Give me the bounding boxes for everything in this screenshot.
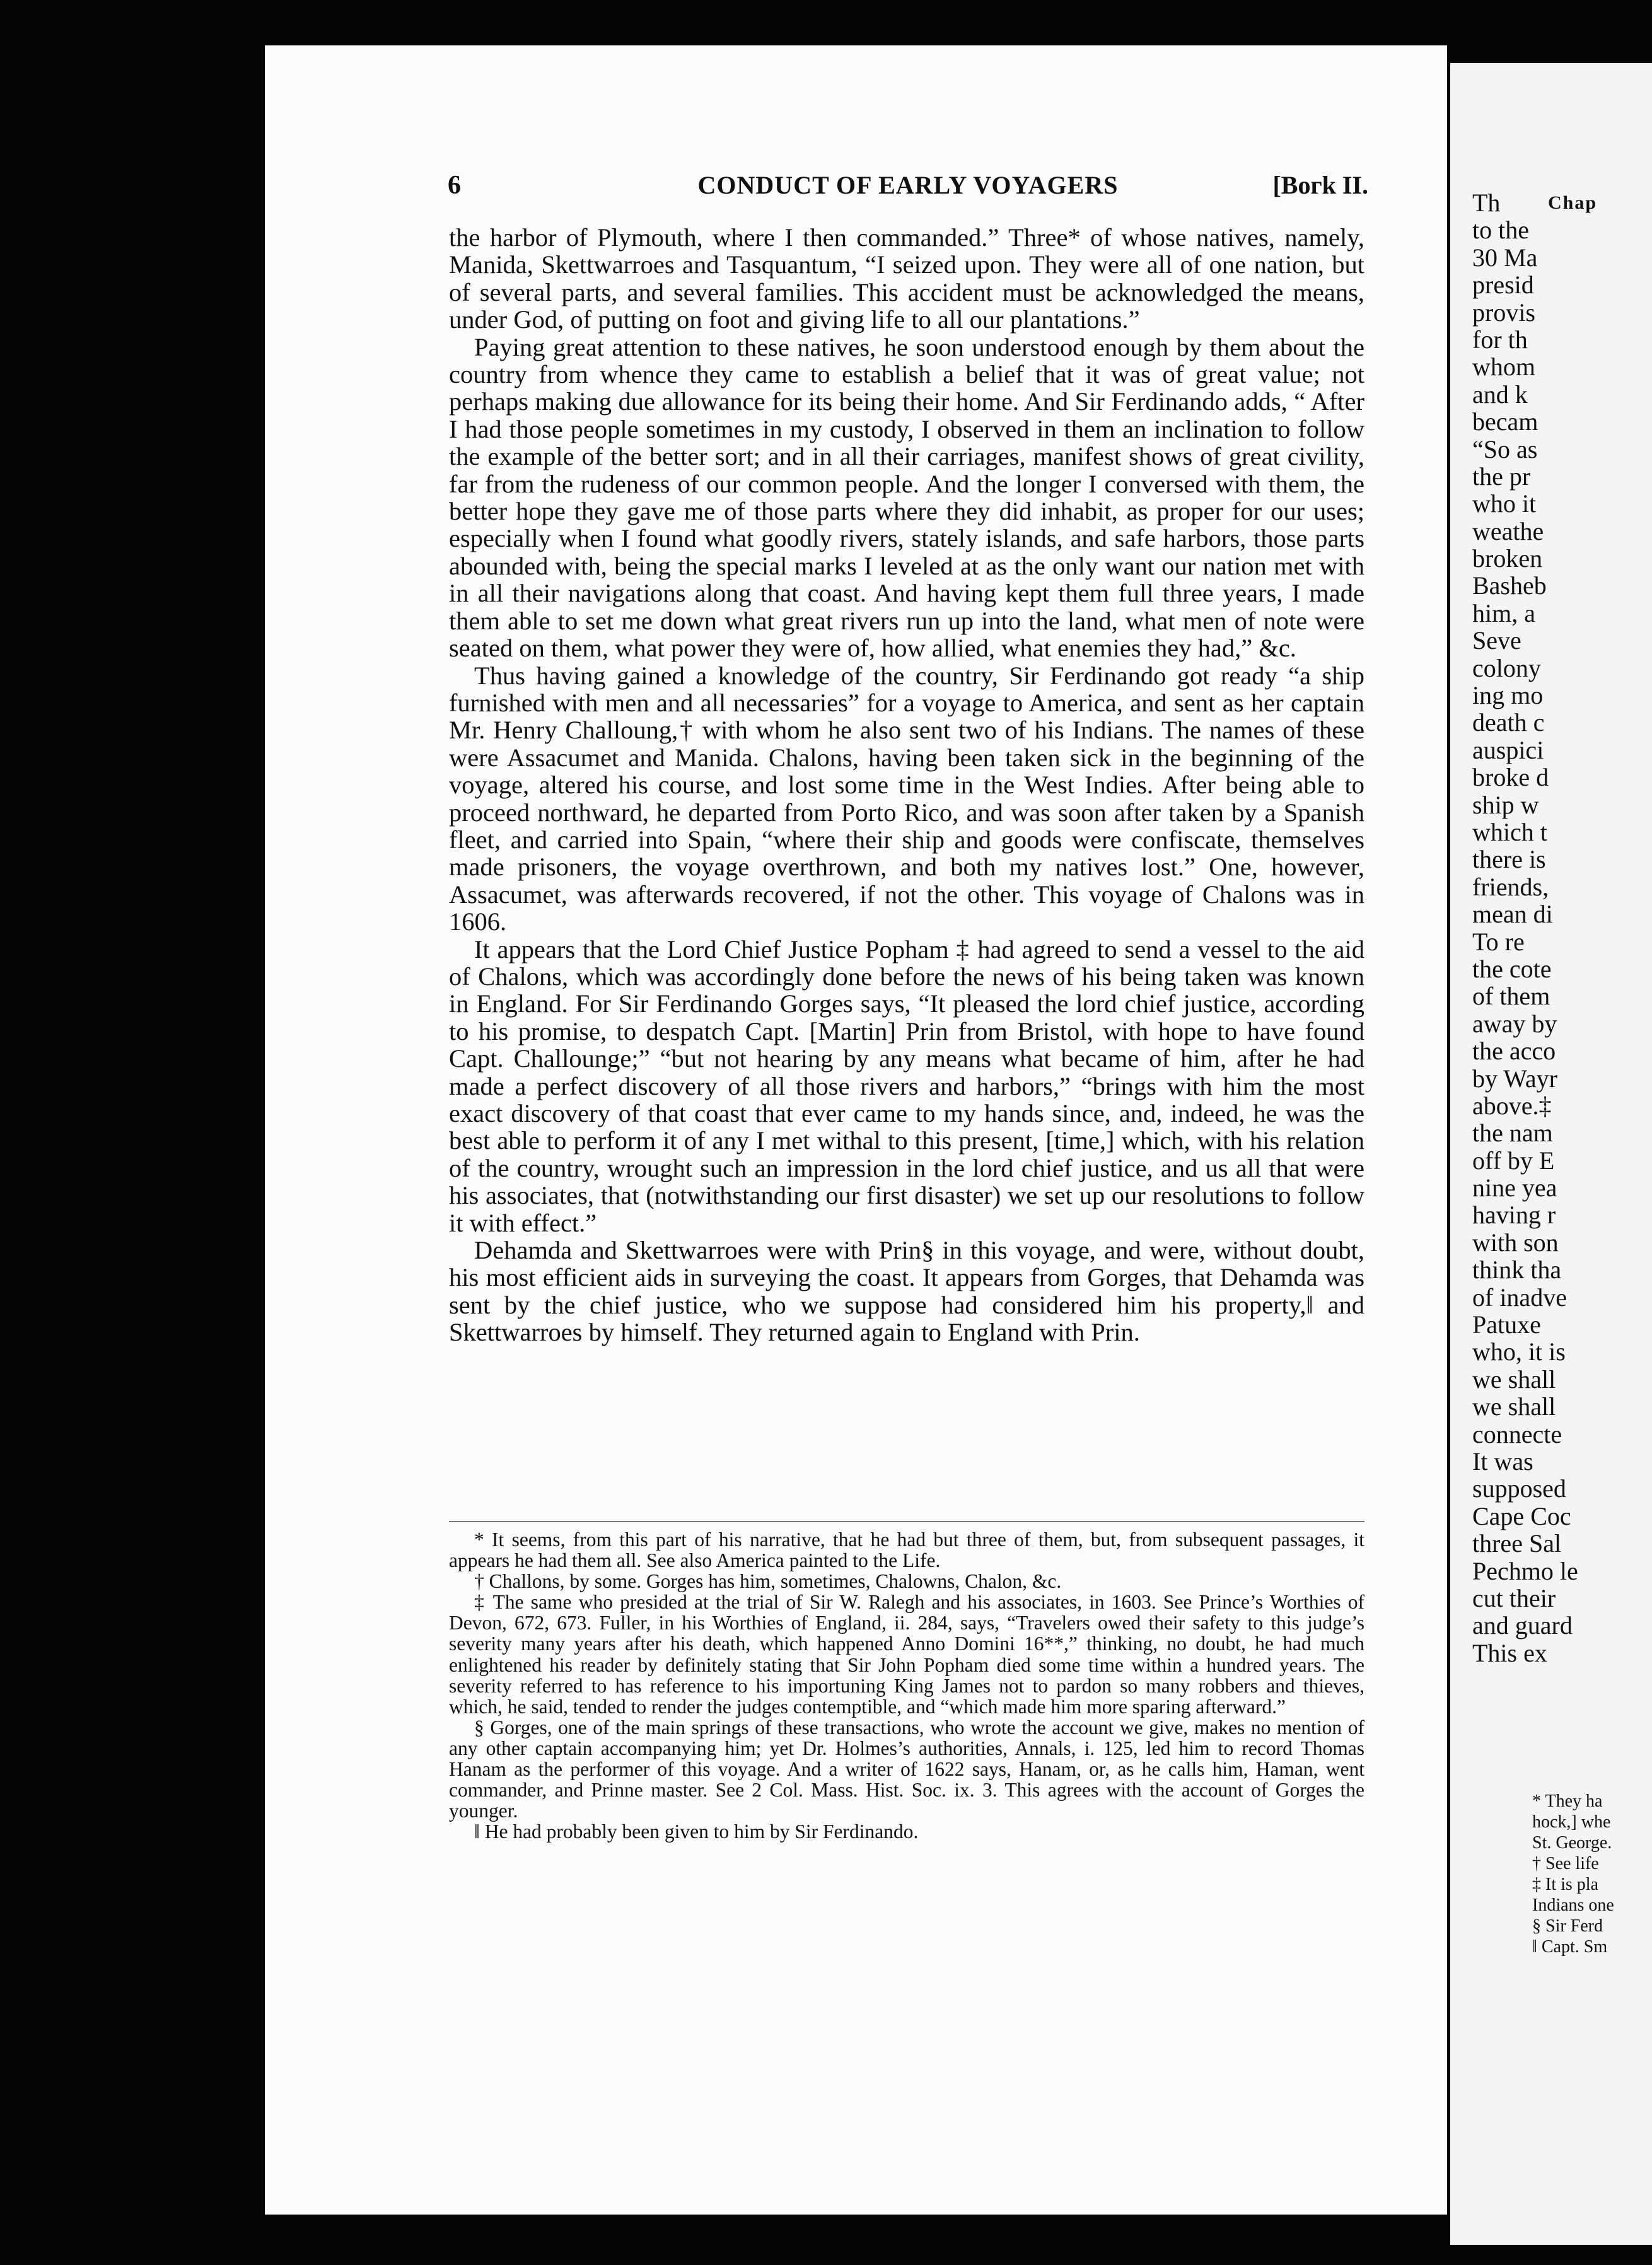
facing-page-line: ing mo	[1472, 681, 1544, 710]
facing-page-line: the nam	[1472, 1119, 1553, 1148]
facing-page-line: colony	[1472, 653, 1541, 682]
facing-page-header: Chap	[1548, 192, 1598, 213]
facing-page-line: by Wayr	[1472, 1064, 1557, 1093]
footnote: † Challons, by some. Gorges has him, sometimes, Chalowns, Chalon, &c.	[474, 1570, 1062, 1593]
paragraph: the harbor of Plymouth, where I then commanded.” Three* of whose natives, namely, Manida, Skettwarroes and Tasquantum, “I seized upon. They were all of one nation, but of several parts, and several families. This accident must be acknowledged the means, under God, of putting on foot and giving life to all our plantations.”	[449, 223, 1364, 334]
footnote: § Gorges, one of the main springs of these transactions, who wrote the account we give, makes no mention of any other captain accompanying him; yet Dr. Holmes’s authorities, Annals, i. 125, led him to record Thomas Hanam as the performer of this voyage. And a writer of 1622 says, Hanam, or, as he calls him, Haman, went commander, and Prinne master. See 2 Col. Mass. Hist. Soc. ix. 3. This agrees with the account of Gorges the younger.	[449, 1716, 1364, 1822]
page-number: 6	[448, 171, 461, 200]
running-header	[448, 170, 1368, 214]
facing-page-line: presid	[1472, 271, 1534, 300]
footnote: ‡ The same who presided at the trial of Sir W. Ralegh and his associates, in 1603. See Prince’s Worthies of Devon, 672, 673. Fuller, in his Worthies of England, ii. 284, says, “Travelers owed their safety to this judge’s severity many years after his death, which happened Anno Domini 16**,” thinking, no doubt, he had much enlightened his reader by definitely stating that Sir John Popham died some time within a hundred years. The severity referred to has reference to his importuning King James not to pardon so many robbers and thieves, which, he said, tended to render the judges contemptible, and “which made him more sparing afterward.”	[449, 1591, 1364, 1718]
facing-page-line: Pechmo le	[1472, 1556, 1578, 1585]
facing-page-line: for th	[1472, 325, 1528, 354]
facing-page-line: we shall	[1472, 1392, 1556, 1421]
facing-page-line: auspici	[1472, 735, 1544, 764]
facing-page-line: of them	[1472, 982, 1550, 1011]
facing-page-line: mean di	[1472, 900, 1553, 929]
facing-page-line: Th	[1472, 189, 1501, 217]
facing-page-line: “So as	[1472, 434, 1538, 463]
facing-page-line: three Sal	[1472, 1529, 1562, 1558]
facing-page-line: the acco	[1472, 1037, 1556, 1066]
facing-page-line: off by E	[1472, 1146, 1555, 1175]
facing-page-line: which t	[1472, 817, 1547, 846]
facing-page-line: think tha	[1472, 1255, 1562, 1284]
facing-page-line: and guard	[1472, 1611, 1573, 1640]
facing-page-line: To re	[1472, 927, 1525, 956]
paragraph: Dehamda and Skettwarroes were with Prin§ in this voyage, and were, without doubt, his most efficient aids in surveying the coast. It appears from Gorges, that Dehamda was sent by the chief justice, who we suppose had considered him his property,‖ and Skettwarroes by himself. They returned again to England with Prin.	[449, 1236, 1364, 1347]
facing-page-line: to the	[1472, 216, 1529, 245]
footnotes	[449, 1529, 1364, 1842]
footnote: ‖ He had probably been given to him by Sir Ferdinando.	[474, 1820, 919, 1843]
running-title: CONDUCT OF EARLY VOYAGERS	[697, 171, 1119, 199]
main-text	[449, 224, 1364, 1346]
facing-page-line: Basheb	[1472, 571, 1547, 600]
book-label: [Boгk II.	[1272, 171, 1368, 199]
paragraph: It appears that the Lord Chief Justice Popham ‡ had agreed to send a vessel to the aid of Chalons, which was accordingly done before the news of his being taken was known in England. For Sir Ferdinando Gorges says, “It pleased the lord chief justice, according to his promise, to despatch Capt. [Martin] Prin from Bristol, with hope to have found Capt. Challounge;” “but not hearing by any means what became of him, after he had made a perfect discovery of all those rivers and harbors,” “brings with him the most exact discovery of that coast that ever came to my hands since, and, indeed, he was the best able to perform it of any I met withal to this present, [time,] which, with his relation of the country, wrought such an impression in the lord chief justice, and us all that were his associates, that (notwithstanding our first disaster) we set up our resolutions to follow it with effect.”	[449, 935, 1364, 1237]
facing-page-line: becam	[1472, 407, 1539, 436]
facing-page-line: weathe	[1472, 516, 1544, 545]
facing-page-line: Patuxe	[1472, 1310, 1541, 1339]
facing-page-line: ship w	[1472, 790, 1539, 819]
facing-page-line: This ex	[1472, 1638, 1547, 1667]
facing-page-line: broke d	[1472, 763, 1549, 792]
facing-page-line: Cape Coc	[1472, 1501, 1571, 1530]
facing-page-line: broken	[1472, 544, 1543, 573]
facing-page-notes	[1532, 1791, 1614, 1957]
facing-page-note: * They ha	[1532, 1791, 1603, 1811]
paragraph: Paying great attention to these natives, he soon understood enough by them about the country from whence they came to establish a belief that it was of great value; not perhaps making due allowance for its being their home. And Sir Ferdinando adds, “ After I had those people sometimes in my custody, I observed in them an inclination to follow the example of the better sort; and in all their carriages, manifest shows of great civility, far from the rudeness of our common people. And the longer I conversed with them, the better hope they gave me of those parts where they did inhabit, as proper for our uses; especially when I found what goodly rivers, stately islands, and safe harbors, those parts abounded with, being the special marks I leveled at as the only want our nation met with in all their navigations along that coast. And having kept them full three years, I made them able to set me down what great rivers run up into the land, what men of note were seated on them, what power they were of, how allied, what enemies they had,” &c.	[449, 332, 1364, 663]
facing-page-line: with son	[1472, 1228, 1559, 1257]
facing-page-note: § Sir Ferd	[1532, 1916, 1603, 1936]
facing-page-line: having r	[1472, 1201, 1556, 1230]
facing-page-line: whom	[1472, 352, 1535, 381]
facing-page-line: away by	[1472, 1009, 1557, 1038]
footnote: * It seems, from this part of his narrative, that he had but three of them, but, from subsequent passages, it appears he had them all. See also America painted to the Life.	[449, 1528, 1364, 1572]
facing-page-line: nine yea	[1472, 1173, 1557, 1202]
facing-page-line: him, a	[1472, 598, 1535, 627]
facing-page-text	[1472, 189, 1652, 1667]
facing-page-note: hock,] whe	[1532, 1812, 1611, 1832]
facing-page-line: provis	[1472, 298, 1535, 327]
facing-page-note: ‡ It is pla	[1532, 1875, 1598, 1894]
facing-page-line: death c	[1472, 708, 1545, 737]
facing-page-note: † See life	[1532, 1854, 1599, 1873]
facing-page-line: cut their	[1472, 1583, 1556, 1612]
facing-page-line: who it	[1472, 489, 1537, 518]
facing-page-line: Seve	[1472, 626, 1521, 655]
facing-page-line: 30 Ma	[1472, 243, 1538, 272]
facing-page-line: connecte	[1472, 1419, 1562, 1448]
facing-page-line: above.‡	[1472, 1091, 1552, 1120]
facing-page-note: ‖ Capt. Sm	[1532, 1937, 1608, 1957]
paragraph: Thus having gained a knowledge of the country, Sir Ferdinando got ready “a ship furnished with men and all necessaries” for a voyage to America, and sent as her captain Mr. Henry Challoung,† with whom he also sent two of his Indians. The names of these were Assacumet and Manida. Chalons, having been taken sick in the beginning of the voyage, altered his course, and lost some time in the West Indies. After being able to proceed northward, he departed from Porto Rico, and was soon after taken by a Spanish fleet, and carried into Spain, “where their ship and goods were confiscate, themselves made prisoners, the voyage overthrown, and both my natives lost.” One, however, Assacumet, was afterwards recovered, if not the other. This voyage of Chalons was in 1606.	[449, 661, 1364, 936]
facing-page-line: of inadve	[1472, 1283, 1567, 1312]
facing-page-line: friends,	[1472, 872, 1549, 901]
facing-page-note: St. George.	[1532, 1833, 1612, 1853]
facing-page-line: who, it is	[1472, 1337, 1566, 1366]
facing-page-line: and k	[1472, 380, 1528, 409]
facing-page-line: we shall	[1472, 1365, 1556, 1394]
facing-page-line: the cote	[1472, 954, 1552, 983]
facing-page-line: supposed	[1472, 1474, 1566, 1503]
facing-page-line: there is	[1472, 845, 1546, 874]
facing-page-line: the pr	[1472, 462, 1531, 491]
facing-page-note: Indians one	[1532, 1895, 1614, 1915]
footnote-rule	[449, 1521, 1364, 1522]
facing-page-line: It was	[1472, 1447, 1533, 1476]
